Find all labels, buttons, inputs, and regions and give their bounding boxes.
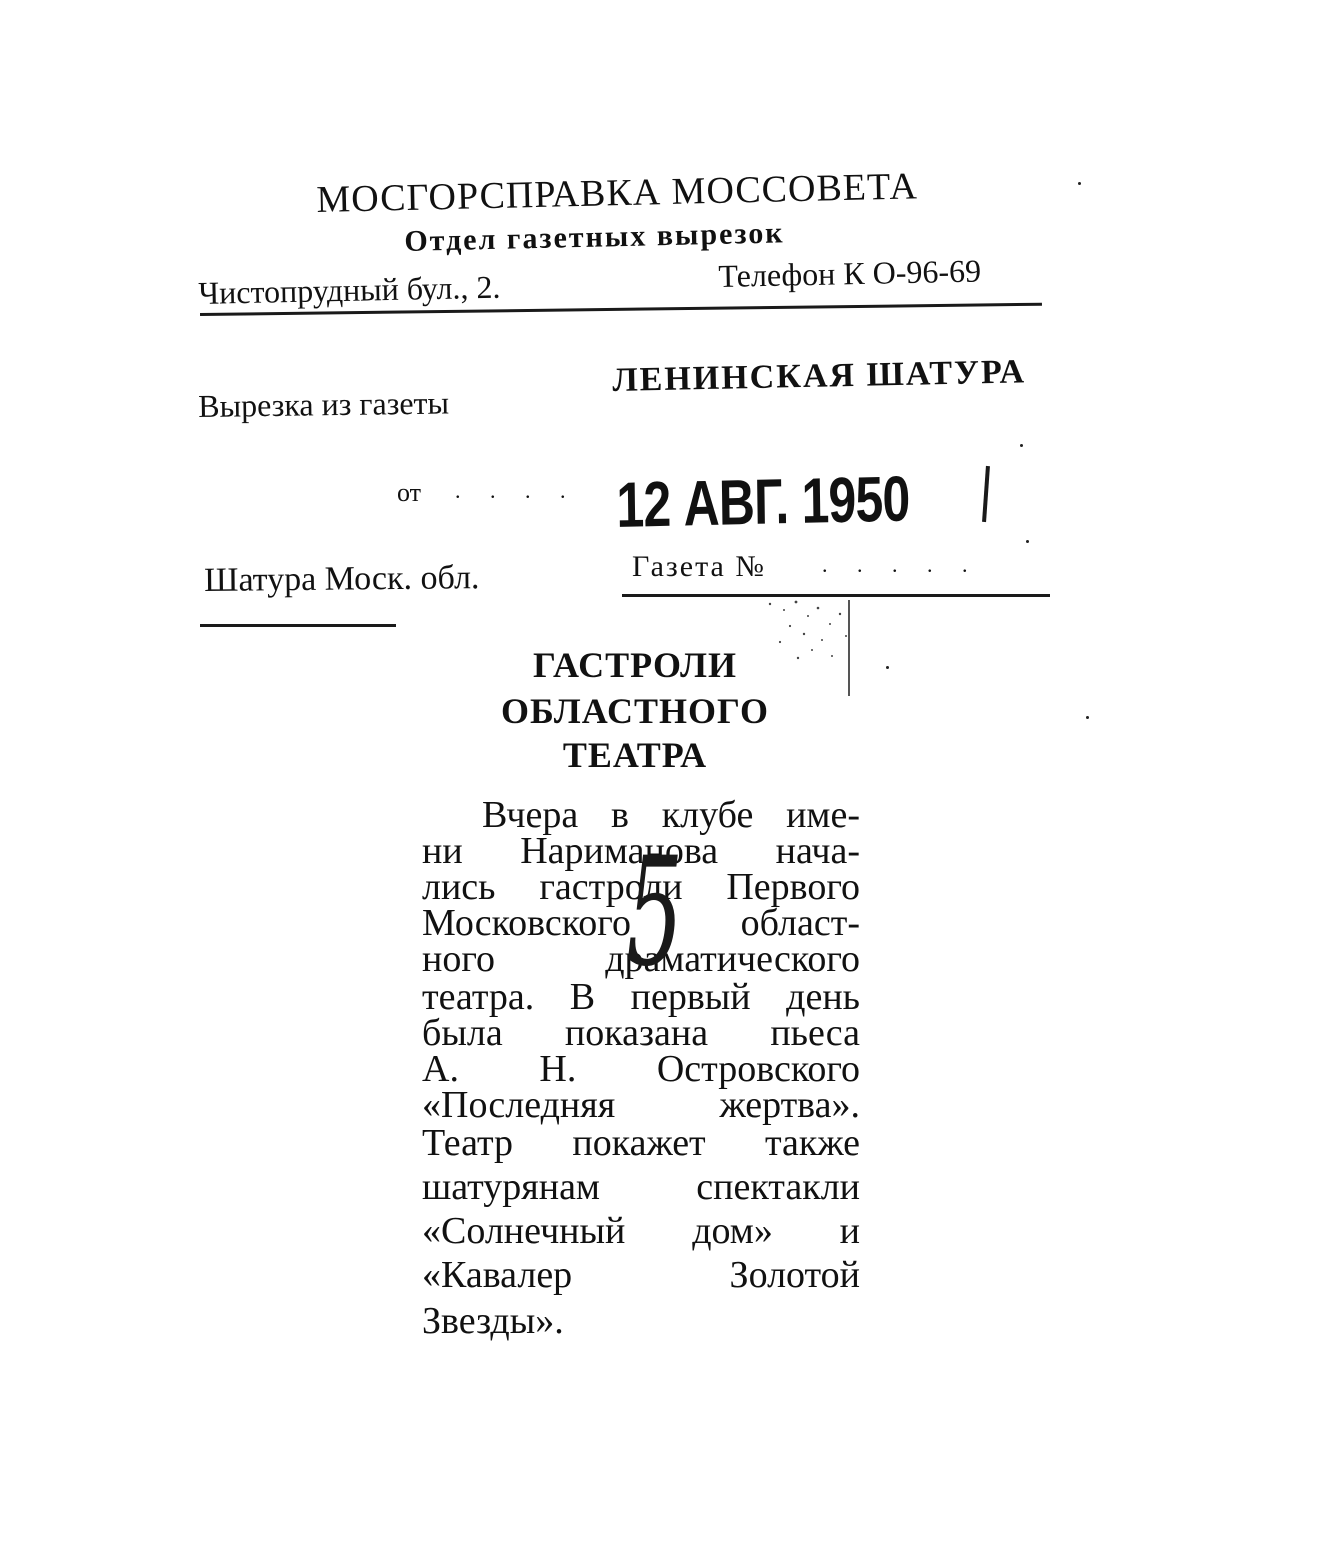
article-line: «Последняя жертва». [422, 1084, 860, 1126]
handwritten-mark: 5 [626, 826, 684, 1000]
phone: Телефон К О-96-69 [718, 252, 982, 294]
date-stamp: 12 АВГ. 1950 [616, 462, 910, 541]
article-line: Московского област- [422, 902, 860, 944]
article-line: «Солнечный дом» и [422, 1210, 860, 1252]
article-title-line-1: ГАСТРОЛИ [532, 645, 737, 685]
article-line: была показана пьеса [422, 1012, 860, 1054]
date-dots: . . . . [455, 478, 578, 503]
stamp-tick [982, 466, 990, 522]
article-line: А. Н. Островского [422, 1048, 860, 1090]
article-title-line-2: ОБЛАСТНОГО [501, 691, 769, 731]
newspaper-name: ЛЕНИНСКАЯ ШАТУРА [612, 353, 1027, 399]
source-label: Вырезка из газеты [198, 384, 450, 424]
issue-dots: . . . . . [822, 552, 980, 577]
scan-speck [1020, 444, 1023, 447]
scan-speck [886, 666, 889, 669]
scan-speck [1026, 540, 1029, 543]
scan-speck [1078, 182, 1081, 185]
article-line: театра. В первый день [422, 976, 860, 1018]
article-line: Звезды». [422, 1300, 564, 1342]
article-line: лись гастроли Первого [422, 866, 860, 908]
article-line: Вчера в клубе име- [482, 794, 860, 836]
article-title-line-3: ТЕАТРА [562, 735, 708, 775]
department-name: Отдел газетных вырезок [404, 216, 785, 258]
org-name: МОСГОРСПРАВКА МОССОВЕТА [316, 165, 919, 221]
date-label: от [397, 478, 422, 507]
article-line: Театр покажет также [422, 1122, 860, 1164]
place: Шатура Моск. обл. [204, 559, 480, 599]
address: Чистопрудный бул., 2. [198, 268, 501, 311]
scan-speck [1086, 716, 1089, 719]
article-line: «Кавалер Золотой [422, 1254, 860, 1296]
article-line: ни Нариманова нача- [422, 830, 860, 872]
article-line: ного драматического [422, 938, 860, 980]
issue-label: Газета № [632, 550, 766, 583]
clipping-divider-left [200, 624, 396, 627]
article-line: шатурянам спектакли [422, 1166, 860, 1208]
